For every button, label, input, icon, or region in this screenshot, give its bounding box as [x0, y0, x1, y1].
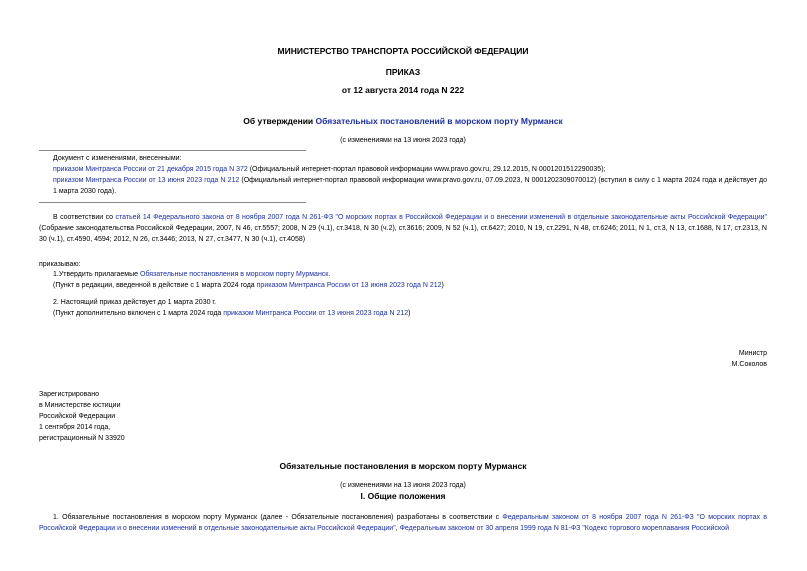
doc-type-heading: ПРИКАЗ	[385, 67, 421, 77]
registration-block	[39, 389, 239, 444]
order-point-2-note-suffix: )	[408, 310, 411, 317]
amendment-2-link[interactable]: приказом Минтранса России от 13 июня 2023 года N 212	[53, 177, 240, 184]
amendment-1-text: (Официальный интернет-портал правовой информации www.pravo.gov.ru, 29.12.2015, N 0001201512290035);	[247, 166, 606, 173]
order-point-1-suffix: .	[328, 271, 331, 278]
signature-name: М.Соколов	[731, 361, 767, 368]
divider-top	[39, 150, 306, 151]
ministry-heading: МИНИСТЕРСТВО ТРАНСПОРТА РОССИЙСКОЙ ФЕДЕРАЦИИ	[277, 46, 529, 56]
order-point-2-note-prefix: (Пункт дополнительно включен с 1 марта 2024 года	[53, 310, 224, 317]
order-point-1-note	[53, 280, 767, 291]
order-word: приказываю:	[39, 261, 81, 268]
order-title	[39, 116, 767, 127]
amendment-2-text: (Официальный интернет-портал правовой информации www.pravo.gov.ru, 07.09.2023, N 0001202309070012) (вступил в силу с 1 марта 2024 года и действует до 1 марта 2030 года).	[53, 177, 767, 195]
amendment-1-link[interactable]: приказом Минтранса России от 21 декабря 2015 года N 372	[53, 166, 248, 173]
registration-line-3: Российской Федерации	[39, 413, 116, 420]
order-points	[53, 269, 767, 319]
order-point-1-note-prefix: (Пункт в редакции, введенной в действие с 1 марта 2024 года	[53, 282, 257, 289]
order-point-2-note	[53, 308, 767, 319]
annex-changes-note: (с изменениями на 13 июня 2023 года)	[340, 482, 466, 489]
order-point-1-prefix: 1.Утвердить прилагаемые	[53, 271, 140, 278]
preamble-law-link[interactable]: статьей 14 Федерального закона от 8 ноября 2007 года N 261-ФЗ "О морских портах в Российской Федерации и о внесении изменений в отдельные законодательные акты Российской Федерации"	[115, 214, 767, 221]
preamble	[39, 212, 767, 245]
annex-p1-mid: ,	[395, 525, 400, 532]
annex-section-heading: I. Общие положения	[360, 491, 446, 501]
amendment-item-1	[53, 164, 767, 175]
divider-bottom	[39, 202, 306, 203]
order-point-2: 2. Настоящий приказ действует до 1 марта 2030 г.	[53, 299, 217, 306]
annex-p1-link-1[interactable]: Федеральным законом от 8 ноября 2007 года N 261-ФЗ "О морских портах в Российской Федерации и о внесении изменений в отдельные законодательные акты Российской Федерации"	[39, 514, 768, 532]
preamble-text: (Собрание законодательства Российской Федерации, 2007, N 46, ст.5557; 2008, N 29 (ч.1), ст.3418, N 30 (ч.2), ст.3616; 2009, N 52 (ч.1), ст.6427; 2010, N 19, ст.2291, N 48, ст.6246; 2011, N 1, ст.3, N 13, ст.1688, N 17, ст.2313, N 30 (ч.1), ст.4590, 4594; 2012, N 26, ст.3446; 2013, N 27, ст.3477, N 30 (ч.1), ст.4058)	[39, 225, 767, 243]
amendments-intro: Документ с изменениями, внесенными:	[53, 155, 182, 162]
order-point-1-note-suffix: )	[441, 282, 444, 289]
registration-line-2: в Министерстве юстиции	[39, 402, 121, 409]
order-point-1-link[interactable]: Обязательные постановления в морском порту Мурманск	[140, 271, 329, 278]
registration-line-1: Зарегистрировано	[39, 391, 99, 398]
annex-paragraph-1	[39, 512, 767, 534]
order-point-1	[53, 269, 767, 280]
annex-p1-link-2[interactable]: Федеральным законом от 30 апреля 1999 года N 81-ФЗ "Кодекс торгового мореплавания Российской	[399, 525, 729, 532]
registration-line-4: 1 сентября 2014 года,	[39, 424, 111, 431]
order-title-link[interactable]: Обязательных постановлений в морском порту Мурманск	[315, 116, 563, 126]
preamble-prefix: В соответствии со	[53, 214, 116, 221]
order-point-2-note-link[interactable]: приказом Минтранса России от 13 июня 2023 года N 212	[223, 310, 409, 317]
order-title-prefix: Об утверждении	[243, 116, 316, 126]
order-point-1-note-link[interactable]: приказом Минтранса России от 13 июня 2023 года N 212	[256, 282, 442, 289]
amendment-item-2	[53, 175, 767, 197]
changes-note: (с изменениями на 13 июня 2023 года)	[340, 137, 466, 144]
registration-line-5: регистрационный N 33920	[39, 435, 125, 442]
signature-block	[567, 348, 767, 370]
amendments-block	[53, 153, 767, 197]
annex-title: Обязательные постановления в морском порту Мурманск	[279, 461, 527, 471]
annex-p1-prefix: 1. Обязательные постановления в морском порту Мурманск (далее - Обязательные постановления) разработаны в соответствии с	[53, 514, 503, 521]
signature-position: Министр	[738, 350, 767, 357]
date-number-heading: от 12 августа 2014 года N 222	[341, 85, 465, 95]
